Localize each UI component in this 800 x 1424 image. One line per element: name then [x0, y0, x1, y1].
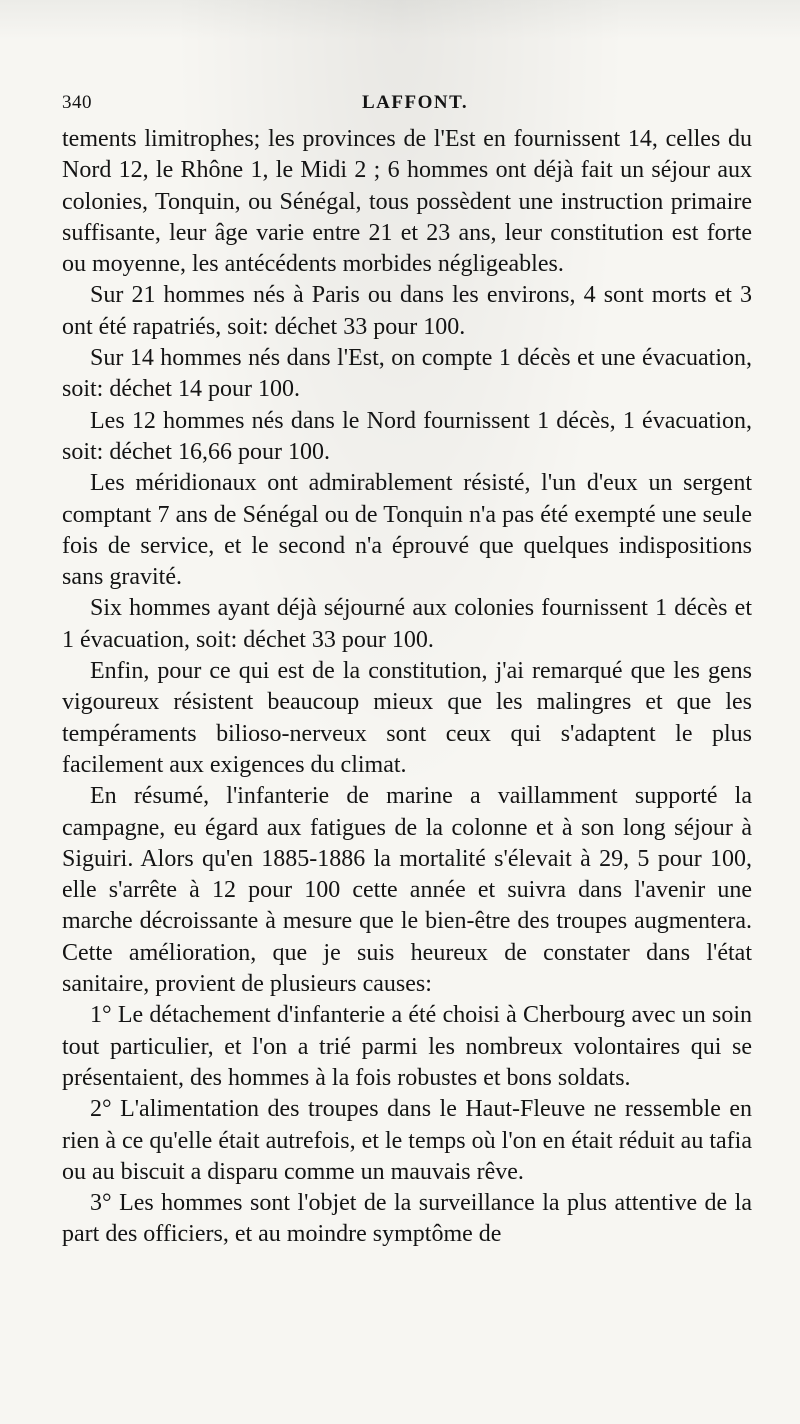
page-number: 340 — [62, 92, 92, 113]
page-header — [62, 92, 682, 116]
paragraph: 1° Le détachement d'infanterie a été choisi à Cherbourg avec un soin tout particulier, et l'on a trié parmi les nombreux volontaires qui se présentaient, des hommes à la fois robustes et bons soldats. — [62, 1002, 752, 1091]
paragraph: Les méridionaux ont admirablement résisté, l'un d'eux un sergent comptant 7 ans de Sénégal ou de Tonquin n'a pas été exempté une seule fois de service, et le second n'a éprouvé que quelques indispositions sans gravité. — [62, 470, 752, 591]
paragraph: Sur 14 hommes nés dans l'Est, on compte 1 décès et une évacuation, soit: déchet 14 pour 100. — [62, 345, 752, 403]
paragraph: Sur 21 hommes nés à Paris ou dans les environs, 4 sont morts et 3 ont été rapatriés, soit: déchet 33 pour 100. — [62, 282, 752, 340]
paragraph: tements limitrophes; les provinces de l'Est en fournissent 14, celles du Nord 12, le Rhône 1, le Midi 2 ; 6 hommes ont déjà fait un séjour aux colonies, Tonquin, ou Sénégal, tous possèdent une instruction primaire suffisante, leur âge varie entre 21 et 23 ans, leur constitution est forte ou moyenne, les antécédents morbides négligeables. — [62, 126, 752, 278]
body-text — [62, 124, 752, 1251]
paragraph: Six hommes ayant déjà séjourné aux colonies fournissent 1 décès et 1 évacuation, soit: déchet 33 pour 100. — [62, 595, 752, 653]
running-title: LAFFONT. — [362, 92, 469, 113]
paragraph: Les 12 hommes nés dans le Nord fournissent 1 décès, 1 évacuation, soit: déchet 16,66 pour 100. — [62, 407, 752, 465]
paragraph: Enfin, pour ce qui est de la constitution, j'ai remarqué que les gens vigoureux résistent beaucoup mieux que les malingres et que les tempéraments bilioso-nerveux sont ceux qui s'adaptent le plus facilement aux exigences du climat. — [62, 658, 752, 778]
paragraph: 2° L'alimentation des troupes dans le Haut-Fleuve ne ressemble en rien à ce qu'elle était autrefois, et le temps où l'on en était réduit au tafia ou au biscuit a disparu comme un mauvais rêve. — [62, 1096, 752, 1185]
paragraph: En résumé, l'infanterie de marine a vaillamment supporté la campagne, eu égard aux fatigues de la colonne et à son long séjour à Siguiri. Alors qu'en 1885-1886 la mortalité s'élevait à 29, 5 pour 100, elle s'arrête à 12 pour 100 cette année et suivra dans l'avenir une marche décroissante à mesure que le bien-être des troupes augmentera. Cette amélioration, que je suis heureux de constater dans l'état sanitaire, provient de plusieurs causes: — [62, 783, 752, 998]
paragraph: 3° Les hommes sont l'objet de la surveillance la plus attentive de la part des officiers, et au moindre symptôme de — [62, 1190, 752, 1248]
